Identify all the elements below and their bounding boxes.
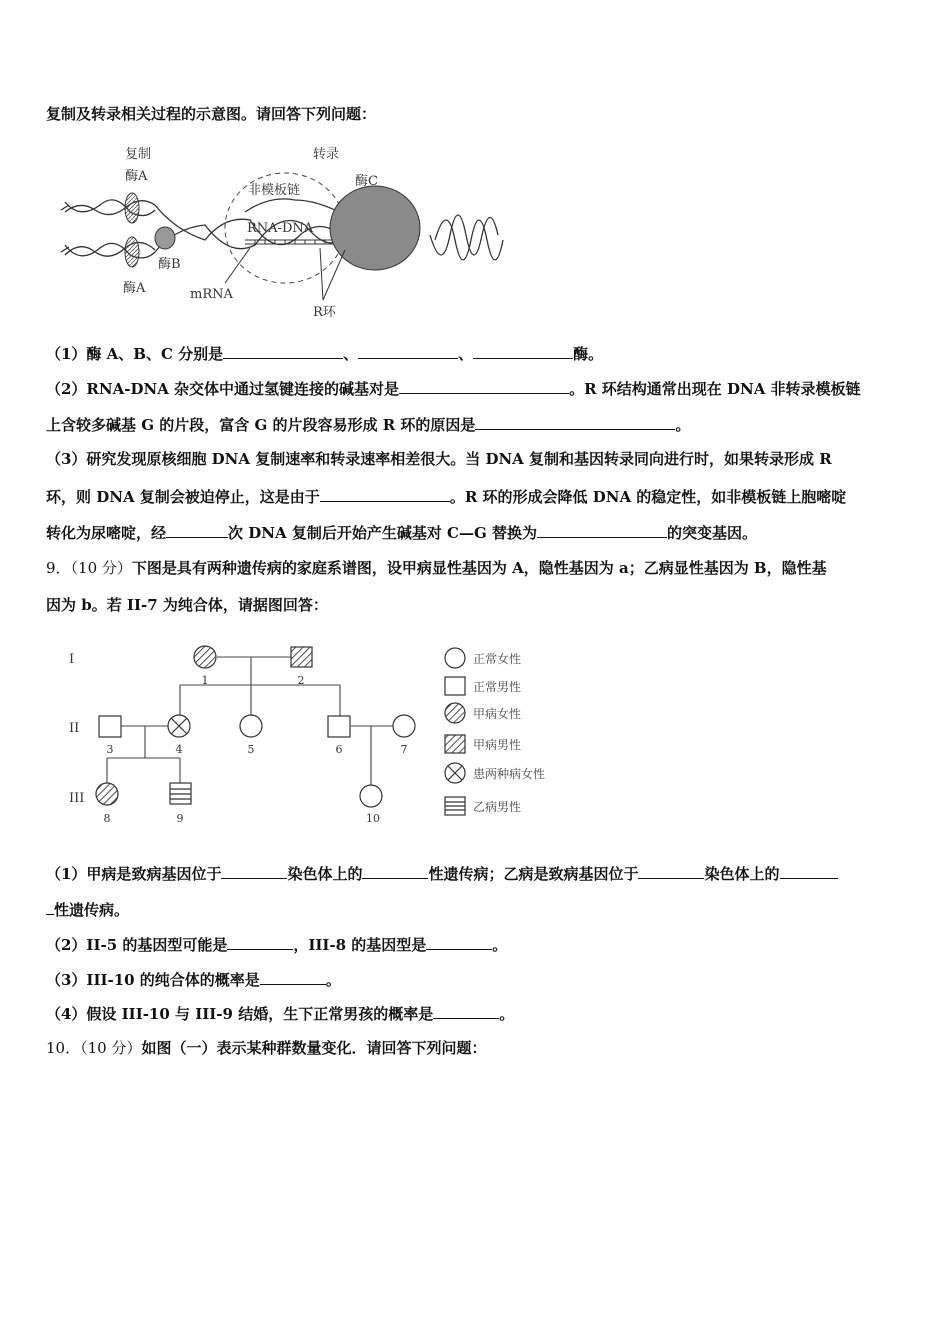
label-r-loop: R环 bbox=[313, 305, 336, 320]
id-3: 3 bbox=[106, 743, 114, 756]
enzyme-b-shape bbox=[155, 227, 175, 249]
legend-normal-male: 正常男性 bbox=[473, 680, 522, 694]
q10-heading: 10．（10 分）如图（一）表示某种群数量变化．请回答下列问题： bbox=[46, 1039, 487, 1057]
q9-part4: （4）假设 III-10 与 III-9 结婚，生下正常男孩的概率是 。 bbox=[46, 1005, 515, 1023]
id-6: 6 bbox=[335, 743, 343, 756]
legend-disease-a-male: 甲病男性 bbox=[473, 738, 522, 752]
q8-blank-enzyme-c[interactable] bbox=[473, 343, 573, 359]
individual-II-6 bbox=[328, 716, 350, 737]
q9-part3: （3）III-10 的纯合体的概率是 。 bbox=[46, 971, 341, 989]
q8-part3-line1: （3）研究发现原核细胞 DNA 复制速率和转录速率相差很大。当 DNA 复制和基因转录同向进行时，如果转录形成 R bbox=[46, 450, 832, 468]
label-replication: 复制 bbox=[125, 147, 152, 162]
generation-III: III bbox=[69, 791, 85, 806]
individual-I-1 bbox=[194, 646, 216, 668]
id-5: 5 bbox=[247, 743, 255, 756]
q9-blank-a-dominance[interactable] bbox=[362, 863, 428, 879]
q9-blank-homozygous-prob[interactable] bbox=[260, 969, 326, 985]
enzyme-a-top-shape bbox=[125, 193, 139, 223]
enzyme-a-bottom-shape bbox=[125, 237, 139, 267]
individual-II-3 bbox=[99, 716, 121, 737]
id-1: 1 bbox=[201, 674, 209, 687]
legend-disease-a-female: 甲病女性 bbox=[473, 707, 522, 721]
q9-blank-b-chromosome[interactable] bbox=[638, 863, 704, 879]
label-enzyme-c: 酶C bbox=[355, 174, 378, 189]
q9-part1-line2: 性遗传病。 bbox=[46, 899, 129, 920]
label-enzyme-a-bottom: 酶A bbox=[123, 281, 146, 296]
id-2: 2 bbox=[297, 674, 305, 687]
generation-II: II bbox=[69, 721, 80, 736]
q9-heading-line1: 9．（10 分）下图是具有两种遗传病的家庭系谱图，设甲病显性基因为 A，隐性基因为 a；乙病显性基因为 B，隐性基 bbox=[46, 559, 827, 577]
enzyme-c-shape bbox=[330, 186, 420, 270]
q8-part2-line2: 上含较多碱基 G 的片段，富含 G 的片段容易形成 R 环的原因是 。 bbox=[46, 416, 691, 434]
individual-II-5 bbox=[240, 715, 262, 737]
label-enzyme-b: 酶B bbox=[158, 257, 181, 272]
id-7: 7 bbox=[400, 743, 408, 756]
q9-blank-a-chromosome[interactable] bbox=[221, 863, 287, 879]
id-10: 10 bbox=[366, 812, 380, 825]
legend-symbol-disease-b-male bbox=[445, 797, 465, 815]
q9-blank-b-dominance-cont bbox=[46, 899, 54, 915]
individual-II-7 bbox=[393, 715, 415, 737]
individual-I-2 bbox=[291, 647, 312, 667]
q9-heading-line2: 因为 b。若 II-7 为纯合体，请据图回答： bbox=[46, 596, 328, 614]
legend-symbol-both-diseases-female bbox=[445, 763, 465, 783]
individual-III-9 bbox=[170, 783, 191, 804]
legend-symbol-normal-female bbox=[445, 648, 465, 668]
legend-symbol-disease-a-male bbox=[445, 735, 465, 753]
individual-II-4 bbox=[168, 715, 190, 737]
q8-part2-line1: （2）RNA-DNA 杂交体中通过氢键连接的碱基对是 。R 环结构通常出现在 DNA 非转录模板链 bbox=[46, 380, 861, 398]
legend-symbol-normal-male bbox=[445, 677, 465, 695]
q9-blank-ii5-genotype[interactable] bbox=[227, 934, 293, 950]
legend-both-diseases-female: 患两种病女性 bbox=[473, 767, 546, 781]
q8-blank-enzyme-b[interactable] bbox=[358, 343, 458, 359]
legend-disease-b-male: 乙病男性 bbox=[473, 800, 522, 814]
label-enzyme-a-top: 酶A bbox=[125, 169, 148, 184]
dna-figure bbox=[55, 140, 505, 325]
q8-part3-line2: 环，则 DNA 复制会被迫停止，这是由于 。R 环的形成会降低 DNA 的稳定性，如非模板链上胞嘧啶 bbox=[46, 488, 847, 506]
q8-blank-enzyme-a[interactable] bbox=[223, 343, 343, 359]
q8-part1: （1）酶 A、B、C 分别是 、 、 酶。 bbox=[46, 345, 604, 363]
q8-blank-stop-reason[interactable] bbox=[320, 486, 450, 502]
label-hybrid: RNA-DNA bbox=[247, 221, 314, 236]
id-4: 4 bbox=[175, 743, 183, 756]
q8-blank-new-pair[interactable] bbox=[537, 522, 667, 538]
intro-text: 复制及转录相关过程的示意图。请回答下列问题： bbox=[46, 105, 377, 123]
q9-blank-b-dominance[interactable] bbox=[780, 863, 838, 879]
label-transcription: 转录 bbox=[313, 147, 340, 162]
q9-part2: （2）II-5 的基因型可能是 ，III-8 的基因型是 。 bbox=[46, 936, 508, 954]
id-9: 9 bbox=[176, 812, 184, 825]
q8-blank-replications[interactable] bbox=[166, 522, 228, 538]
q8-blank-g-reason[interactable] bbox=[475, 414, 675, 430]
q9-blank-normal-boy-prob[interactable] bbox=[433, 1003, 499, 1019]
individual-III-10 bbox=[360, 785, 382, 807]
id-8: 8 bbox=[103, 812, 111, 825]
individual-III-8 bbox=[96, 783, 118, 805]
label-mrna: mRNA bbox=[190, 287, 233, 302]
q9-part1-line1: （1）甲病是致病基因位于 染色体上的 性遗传病；乙病是致病基因位于 染色体上的 bbox=[46, 863, 838, 884]
q8-part3-line3: 转化为尿嘧啶，经 次 DNA 复制后开始产生碱基对 C—G 替换为 的突变基因。 bbox=[46, 524, 758, 542]
legend-symbol-disease-a-female bbox=[445, 703, 465, 723]
legend-normal-female: 正常女性 bbox=[473, 652, 522, 666]
pedigree-chart bbox=[55, 640, 595, 830]
generation-I: I bbox=[69, 652, 75, 667]
label-nontemplate: 非模板链 bbox=[248, 183, 301, 198]
q8-blank-base-pairs[interactable] bbox=[399, 378, 569, 394]
q9-blank-iii8-genotype[interactable] bbox=[426, 934, 492, 950]
